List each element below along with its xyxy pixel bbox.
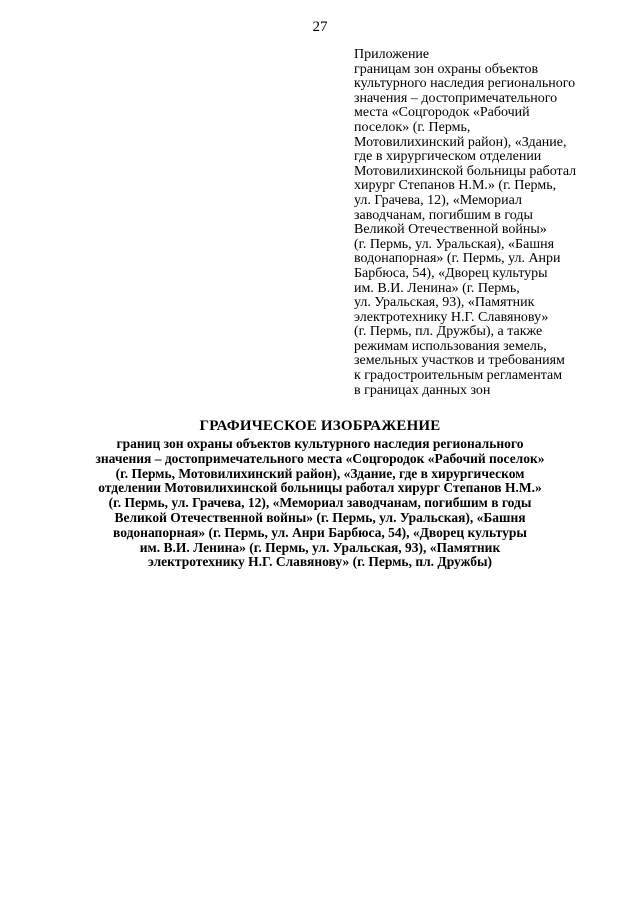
subtitle-line: (г. Пермь, Мотовилихинский район), «Здание, где в хирургическом xyxy=(115,465,525,481)
subtitle-line: (г. Пермь, ул. Грачева, 12), «Мемориал заводчанам, погибшим в годы xyxy=(108,495,532,511)
appendix-line: Мотовилихинский район), «Здание, xyxy=(354,134,567,150)
appendix-header xyxy=(354,48,624,398)
appendix-line: (г. Пермь, ул. Уральская), «Башня xyxy=(354,236,555,252)
document-subtitle xyxy=(0,437,640,570)
subtitle-line: отделении Мотовилихинской больницы работал хирург Степанов Н.М.» xyxy=(98,480,542,496)
appendix-line: Мотовилихинской больницы работал xyxy=(354,163,577,179)
appendix-line: значения – достопримечательного xyxy=(354,90,558,106)
page-number: 27 xyxy=(312,19,328,35)
appendix-line: Приложение xyxy=(354,47,430,62)
appendix-line: места «Соцгородок «Рабочий xyxy=(354,105,530,121)
appendix-line: ул. Уральская, 93), «Памятник xyxy=(354,295,535,311)
appendix-line: Великой Отечественной войны» xyxy=(354,222,547,238)
appendix-line: режимам использования земель, xyxy=(354,338,547,354)
appendix-line: (г. Пермь, пл. Дружбы), а также xyxy=(354,324,543,340)
appendix-line: где в хирургическом отделении xyxy=(354,149,542,165)
appendix-line: водонапорная» (г. Пермь, ул. Анри xyxy=(354,251,561,267)
document-title: ГРАФИЧЕСКОЕ ИЗОБРАЖЕНИЕ xyxy=(199,418,441,434)
subtitle-line: значения – достопримечательного места «Соцгородок «Рабочий поселок» xyxy=(95,450,545,466)
subtitle-line: границ зон охраны объектов культурного наследия регионального xyxy=(116,436,524,451)
subtitle-line: водонапорная» (г. Пермь, ул. Анри Барбюса, 54), «Дворец культуры xyxy=(113,524,527,540)
appendix-line: поселок» (г. Пермь, xyxy=(354,119,471,135)
appendix-line: земельных участков и требованиям xyxy=(354,353,565,369)
appendix-line: Барбюса, 54), «Дворец культуры xyxy=(354,265,548,281)
appendix-line: к градостроительным регламентам xyxy=(354,368,563,384)
appendix-line: электротехнику Н.Г. Славянову» xyxy=(354,309,549,325)
appendix-line: ул. Грачева, 12), «Мемориал xyxy=(354,192,522,208)
subtitle-line: им. В.И. Ленина» (г. Пермь, ул. Уральская, 93), «Памятник xyxy=(139,539,501,555)
appendix-line: культурного наследия регионального xyxy=(354,76,576,92)
subtitle-line: Великой Отечественной войны» (г. Пермь, ул. Уральская), «Башня xyxy=(114,509,526,525)
appendix-line: заводчанам, погибшим в годы xyxy=(354,207,533,223)
subtitle-line: электротехнику Н.Г. Славянову» (г. Пермь, пл. Дружбы) xyxy=(147,554,493,570)
appendix-line: хирург Степанов Н.М.» (г. Пермь, xyxy=(354,178,557,194)
appendix-line: им. В.И. Ленина» (г. Пермь, xyxy=(354,280,520,296)
appendix-line: в границах данных зон xyxy=(354,382,491,398)
appendix-line: границам зон охраны объектов xyxy=(354,61,539,77)
